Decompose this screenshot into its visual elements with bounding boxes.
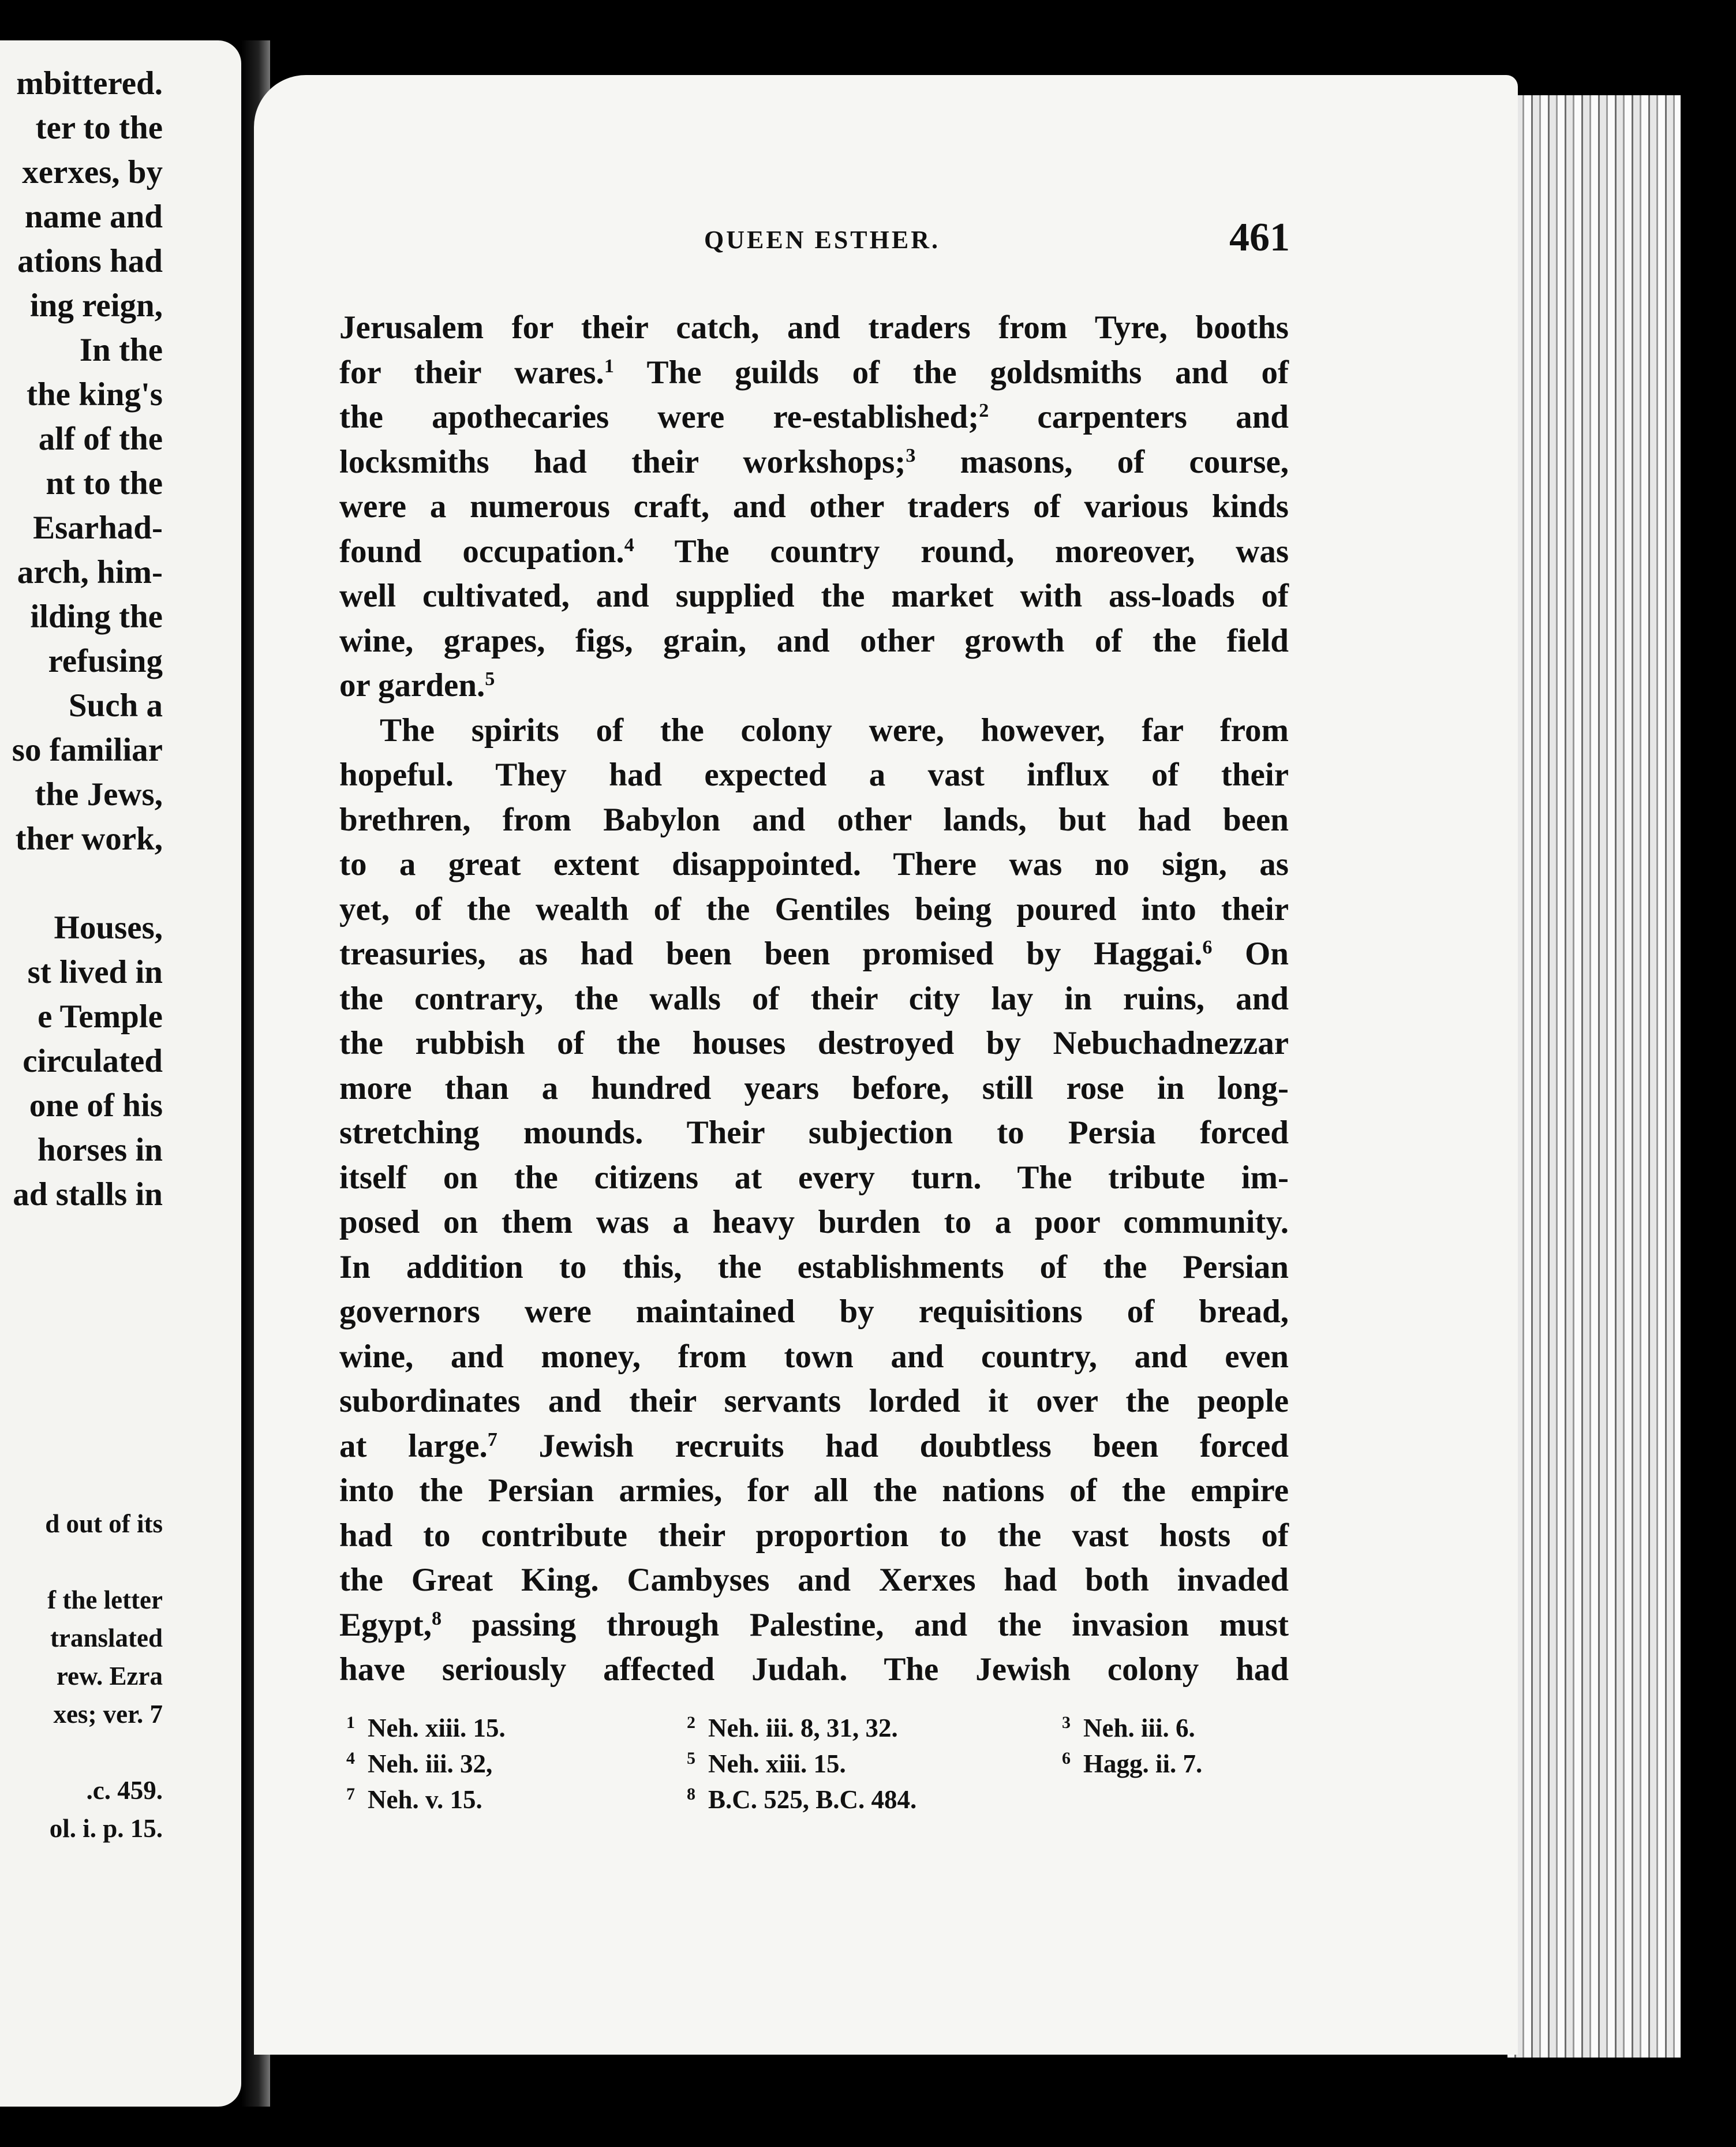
body-line: itself on the citizens at every turn. The tribute im- [339, 1159, 1289, 1196]
body-line: brethren, from Babylon and other lands, but had been [339, 801, 1289, 838]
footnote-mark: 2 [687, 1713, 695, 1732]
left-page-line: the king's [27, 376, 163, 413]
body-line: In addition to this, the establishments of the Persian [339, 1248, 1289, 1285]
footnote-reference: 4 [624, 534, 634, 556]
left-page-line: ter to the [35, 110, 163, 146]
footnote-mark: 3 [1062, 1713, 1071, 1732]
footnote-mark: 4 [346, 1749, 355, 1768]
body-line: the Great King. Cambyses and Xerxes had both invaded [339, 1562, 1289, 1598]
left-page-note-line: rew. Ezra [56, 1662, 163, 1690]
footnote [687, 1777, 916, 1817]
footnote-text: Neh. iii. 6. [1083, 1714, 1195, 1742]
footnote [687, 1705, 898, 1745]
footnote [346, 1705, 506, 1745]
body-line: at large.$^7$ Jewish recruits had doubtless been forced [339, 1427, 1289, 1464]
left-page-note-line: translated [50, 1624, 163, 1652]
body-line: or garden.$^5$ [339, 667, 495, 704]
left-page-line: one of his [29, 1087, 163, 1124]
footnote-reference: 8 [431, 1607, 442, 1629]
left-page-note-line: xes; ver. 7 [53, 1700, 163, 1729]
footnote-mark: 1 [346, 1713, 355, 1732]
body-line: governors were maintained by requisitions of bread, [339, 1293, 1289, 1330]
footnote [1062, 1705, 1195, 1745]
footnote-text: B.C. 525, B.C. 484. [708, 1785, 917, 1814]
left-page-line: the Jews, [35, 776, 163, 813]
left-page-note-line: ol. i. p. 15. [49, 1814, 163, 1843]
left-page-line: In the [79, 332, 163, 368]
left-page-line: circulated [23, 1043, 163, 1079]
left-page-line: ations had [17, 243, 163, 279]
left-page-line: Houses, [54, 910, 163, 946]
footnote [1062, 1741, 1202, 1781]
left-page-line: ilding the [30, 599, 163, 635]
footnote-mark: 5 [687, 1749, 695, 1768]
body-line: stretching mounds. Their subjection to Persia forced [339, 1114, 1289, 1151]
body-line: had to contribute their proportion to the vast hosts of [339, 1517, 1289, 1554]
left-page-line: refusing [48, 643, 163, 679]
left-page-line: ad stalls in [13, 1176, 163, 1213]
footnote-reference: 2 [979, 400, 989, 422]
left-page-line: alf of the [38, 421, 163, 457]
body-line: have seriously affected Judah. The Jewish colony had [339, 1651, 1289, 1688]
footnote-text: Hagg. ii. 7. [1083, 1749, 1203, 1778]
footnote-mark: 6 [1062, 1749, 1071, 1768]
left-page-line: mbittered. [16, 65, 163, 102]
body-line: wine, and money, from town and country, and even [339, 1338, 1289, 1375]
body-line: the rubbish of the houses destroyed by Nebuchadnezzar [339, 1025, 1289, 1061]
body-line: into the Persian armies, for all the nations of the empire [339, 1472, 1289, 1509]
left-page [0, 40, 241, 2107]
left-page-note-line: f the letter [47, 1585, 163, 1614]
left-page-line: Such a [68, 687, 163, 724]
footnote-text: Neh. iii. 8, 31, 32. [708, 1714, 898, 1742]
body-line: were a numerous craft, and other traders of various kinds [339, 488, 1289, 525]
body-line: The spirits of the colony were, however, far from [380, 712, 1289, 749]
body-line: well cultivated, and supplied the market with ass-loads of [339, 578, 1289, 614]
body-line: more than a hundred years before, still rose in long- [339, 1069, 1289, 1106]
left-page-line: ther work, [15, 821, 163, 857]
body-line: wine, grapes, figs, grain, and other growth of the field [339, 622, 1289, 659]
body-line: subordinates and their servants lorded it over the people [339, 1383, 1289, 1419]
footnote-mark: 7 [346, 1785, 355, 1804]
footnote-reference: 5 [485, 668, 495, 690]
footnote [346, 1741, 492, 1781]
body-line: for their wares.$^1$ The guilds of the goldsmiths and of [339, 354, 1289, 391]
footnote-text: Neh. xiii. 15. [368, 1714, 506, 1742]
footnote-reference: 1 [604, 355, 614, 377]
body-line: found occupation.$^4$ The country round, moreover, was [339, 533, 1289, 570]
footnote-reference: 7 [487, 1428, 497, 1450]
body-line: yet, of the wealth of the Gentiles being poured into their [339, 891, 1289, 927]
left-page-line: ing reign, [29, 287, 163, 324]
footnote-reference: 6 [1202, 937, 1213, 959]
body-line: the apothecaries were re-established;$^2$ carpenters and [339, 399, 1289, 435]
page-number: 461 [1229, 215, 1290, 260]
left-page-note-line: .c. 459. [86, 1776, 163, 1805]
footnote-text: Neh. xiii. 15. [708, 1749, 846, 1778]
body-line: locksmiths had their workshops;$^3$ masons, of course, [339, 443, 1289, 480]
left-page-line: arch, him- [17, 554, 163, 590]
left-page-line: so familiar [12, 732, 163, 768]
running-head: QUEEN ESTHER. [704, 226, 940, 254]
left-page-line: name and [24, 199, 163, 235]
body-line: Jerusalem for their catch, and traders from Tyre, booths [339, 309, 1289, 346]
footnote-mark: 8 [687, 1785, 695, 1804]
footnote-text: Neh. v. 15. [368, 1785, 482, 1814]
footnote-reference: 3 [906, 444, 916, 466]
body-line: to a great extent disappointed. There was no sign, as [339, 846, 1289, 882]
left-page-line: xerxes, by [22, 154, 163, 190]
footnote [346, 1777, 482, 1817]
body-line: treasuries, as had been been promised by Haggai.$^6$ On [339, 936, 1289, 972]
left-page-line: st lived in [27, 954, 163, 990]
left-page-note-line: d out of its [45, 1509, 163, 1538]
left-page-line: Esarhad- [33, 510, 163, 546]
footnote-text: Neh. iii. 32, [368, 1749, 493, 1778]
page-edges [1507, 95, 1681, 2058]
left-page-line: horses in [38, 1132, 163, 1168]
body-line: the contrary, the walls of their city lay in ruins, and [339, 980, 1289, 1017]
footnote [687, 1741, 846, 1781]
left-page-line: e Temple [38, 998, 163, 1035]
body-line: Egypt,$^8$ passing through Palestine, and the invasion must [339, 1606, 1289, 1643]
body-line: hopeful. They had expected a vast influx of their [339, 757, 1289, 793]
body-line: posed on them was a heavy burden to a poor community. [339, 1204, 1289, 1240]
left-page-line: nt to the [46, 465, 163, 502]
